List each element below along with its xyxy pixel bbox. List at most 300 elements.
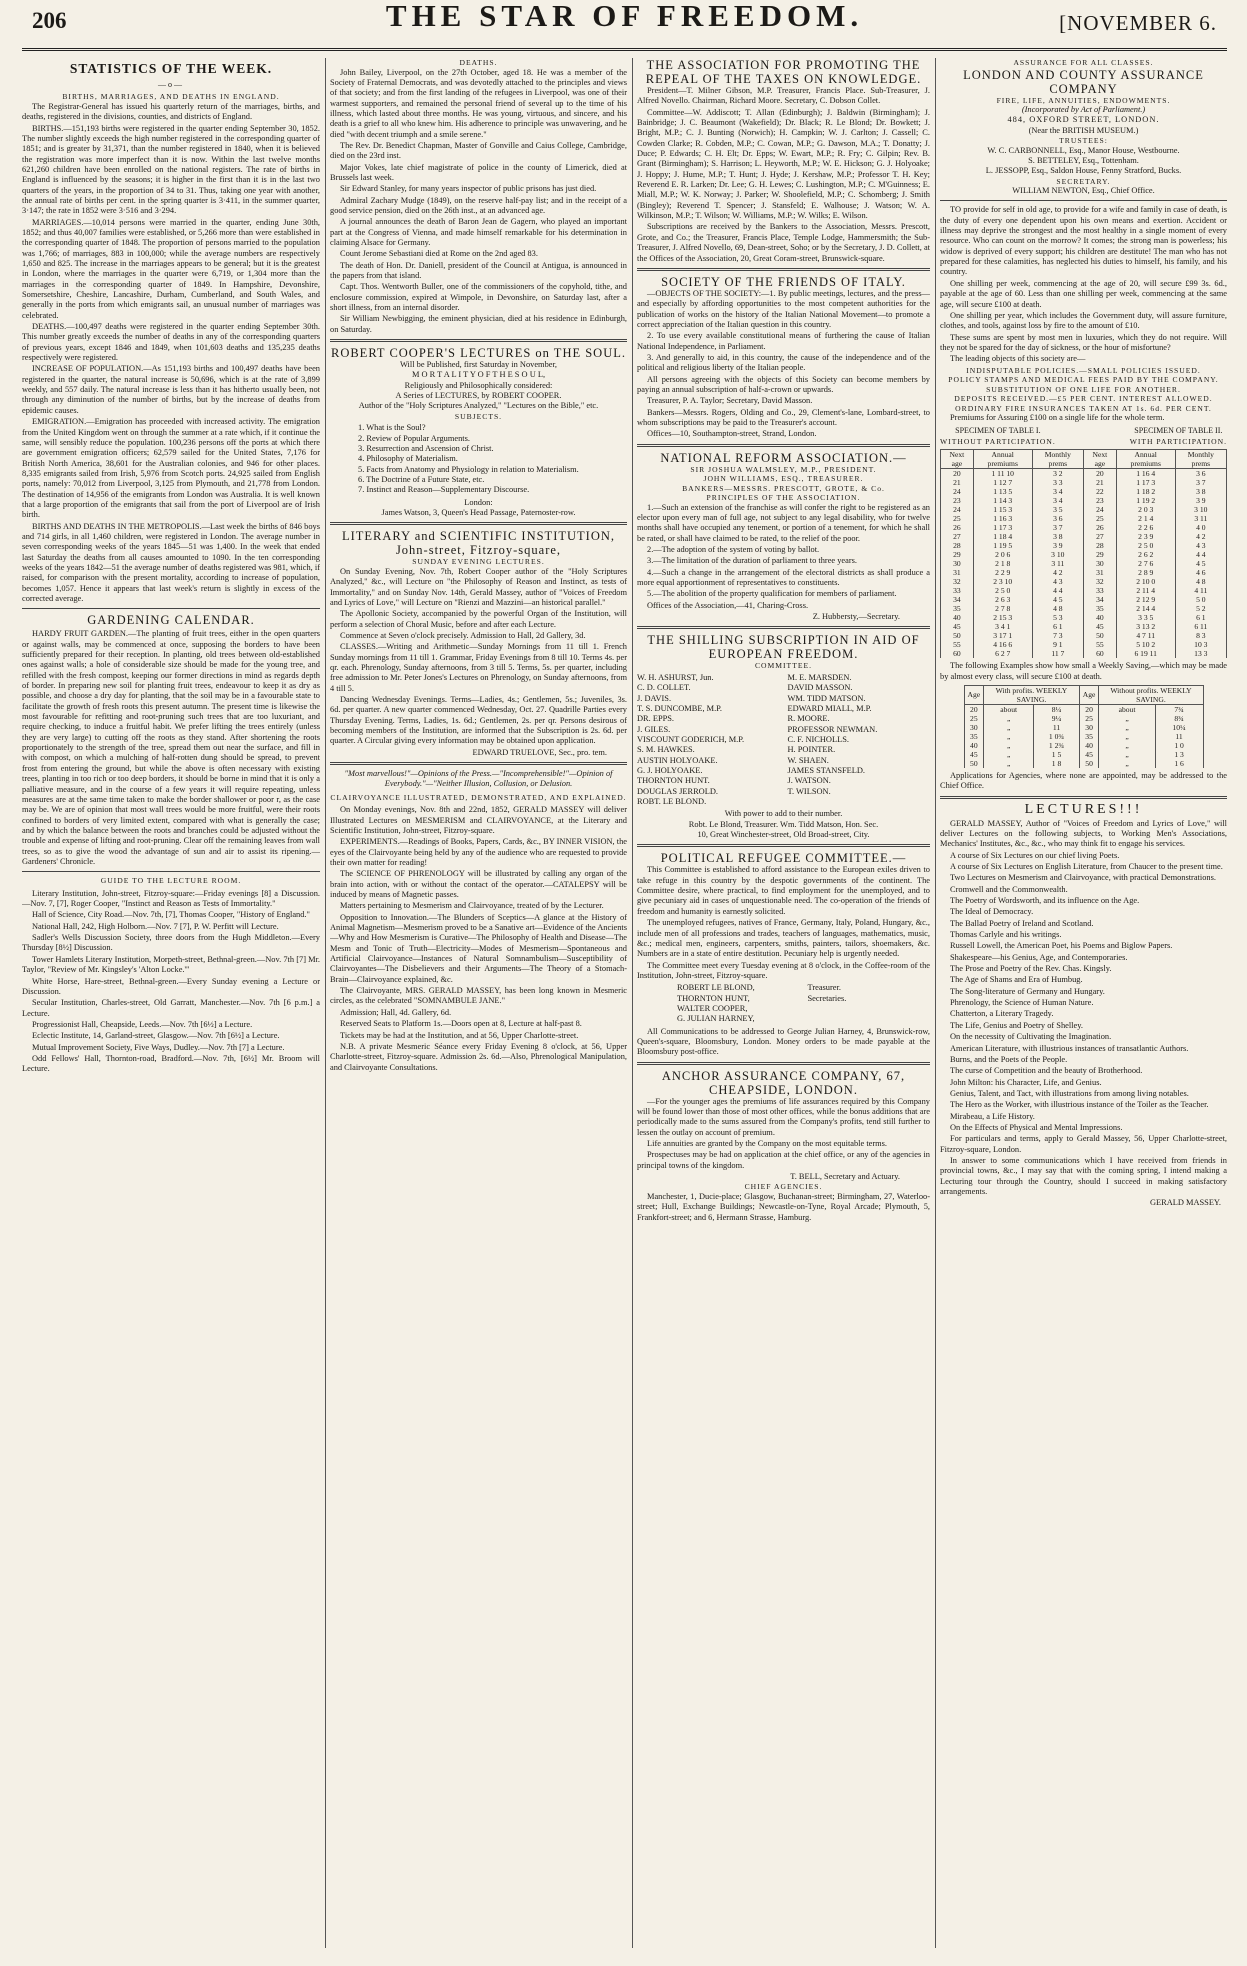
- paragraph: Treasurer, P. A. Taylor; Secretary, David Masson.: [647, 396, 813, 406]
- table-cell: 27: [941, 532, 974, 541]
- table-cell: 1 0¾: [1034, 732, 1079, 741]
- text-line: DAVID MASSON.: [787, 683, 853, 693]
- table-cell: 4 2: [1032, 568, 1083, 577]
- column-header: Age: [1079, 685, 1099, 704]
- paragraph: N.B. A private Mesmeric Séance every Friday Evening 8 o'clock, at 56, Upper Charlotte-street, Fitzroy-square. Admission 2s. 6d.—Also, Phrenological Manipulation, and Clairvoyante Consultations.: [330, 1041, 627, 1072]
- table-cell: 24: [941, 505, 974, 514]
- table-cell: 34: [941, 595, 974, 604]
- table-cell: 10 3: [1175, 640, 1226, 649]
- section-rule: [22, 608, 320, 609]
- table-row: [941, 559, 1227, 568]
- column-2: [330, 58, 627, 1948]
- masthead-rule: [22, 48, 1227, 51]
- table-cell: 25: [1083, 514, 1116, 523]
- paragraph: Life annuities are granted by the Company on the most equitable terms.: [647, 1139, 888, 1148]
- table-row: [941, 613, 1227, 622]
- table-cell: 29: [1083, 550, 1116, 559]
- paragraph: Russell Lowell, the American Poet, his Poems and Biglow Papers.: [950, 941, 1173, 951]
- table-cell: 8 3: [1175, 631, 1226, 640]
- table-header-row: [964, 685, 1203, 704]
- table-cell: 50: [1079, 759, 1099, 768]
- paragraph: Thomas Carlyle and his writings.: [950, 930, 1062, 940]
- text-line: WALTER COOPER,: [677, 1003, 748, 1013]
- statistics-heading: STATISTICS OF THE WEEK.: [69, 61, 273, 76]
- lecture-guide-heading: GUIDE TO THE LECTURE ROOM.: [100, 876, 242, 886]
- table-cell: 3 7: [1032, 523, 1083, 532]
- paragraph: INCREASE OF POPULATION.—As 151,193 births and 100,497 deaths have been registered in the quarter, the natural increase is 50,696, which is at the rate of 3,899 weekly, and 557 daily. The natural increase is less than it has hitherto usually been, not through any diminution of the number of births, but by the increase of deaths from epidemic causes.: [22, 364, 320, 415]
- table-cell: 1 6: [1155, 759, 1203, 768]
- table-cell: 40: [1079, 741, 1099, 750]
- text-line: T. WILSON.: [787, 786, 831, 796]
- table-cell: 20: [964, 704, 984, 714]
- paragraph: Bankers—Messrs. Rogers, Olding and Co., 29, Clement's-lane, Lombard-street, to whom subscriptions may be paid to the Treasurer's account.: [637, 407, 930, 427]
- paragraph: The death of Hon. Dr. Daniell, president of the Council at Antigua, is announced in the papers from that island.: [330, 260, 627, 281]
- table-cell: 26: [1083, 523, 1116, 532]
- table-cell: 2 0 6: [973, 550, 1032, 559]
- table-cell: 5 2: [1175, 604, 1226, 613]
- table-cell: 3 17 1: [973, 631, 1032, 640]
- text-line: 10, Great Winchester-street, Old Broad-street, City.: [697, 830, 870, 840]
- table-cell: 2 1 4: [1116, 514, 1175, 523]
- column-header: Without profits. WEEKLY SAVING.: [1099, 685, 1203, 704]
- table-row: [964, 723, 1203, 732]
- table-cell: 31: [941, 568, 974, 577]
- literary-institution-body: [330, 567, 627, 747]
- paragraph: TO provide for self in old age, to provide for a wife and family in case of death, is the duty of every one dependent upon his own means and exertion. Accident or illness may deprive the strongest and the most healthy in a single moment of every resource. Who can count on the morrow? It comes; the strong man is powerless; his widow is deprived of every support; his children are destitute! The man who has not prepared for these calamities, has neglected his duties to himself, his family, and his country.: [940, 205, 1227, 277]
- column-header: Next age: [941, 450, 974, 469]
- reform-association-heading: NATIONAL REFORM ASSOCIATION.—: [660, 450, 907, 465]
- table-cell: 35: [964, 732, 984, 741]
- table-cell: „: [1099, 723, 1155, 732]
- table-cell: 2 5 0: [1116, 541, 1175, 550]
- column-1: [22, 58, 320, 1948]
- text-line: T. S. DUNCOMBE, M.P.: [637, 703, 723, 713]
- table-row: [941, 649, 1227, 658]
- table-cell: 2 11 4: [1116, 586, 1175, 595]
- table-cell: 40: [941, 613, 974, 622]
- cooper-publisher: [330, 498, 627, 519]
- secretary-heading: SECRETARY.: [1056, 176, 1111, 186]
- table-cell: 4 8: [1175, 577, 1226, 586]
- table-row: [941, 514, 1227, 523]
- paragraph: Mirabeau, a Life History.: [950, 1111, 1035, 1121]
- paragraph: A course of Six Lectures on our chief living Poets.: [950, 850, 1120, 860]
- table-cell: 2 8 9: [1116, 568, 1175, 577]
- table-cell: 50: [1083, 631, 1116, 640]
- table-cell: 40: [1083, 613, 1116, 622]
- table-cell: 1 17 3: [973, 523, 1032, 532]
- table-cell: 28: [1083, 541, 1116, 550]
- table-cell: 1 12 7: [973, 478, 1032, 487]
- table-cell: 2 3 10: [973, 577, 1032, 586]
- table-cell: 10¼: [1155, 723, 1203, 732]
- table-row: [941, 568, 1227, 577]
- table-cell: 3 3: [1032, 478, 1083, 487]
- table-cell: 8¼: [1034, 704, 1079, 714]
- lectures-terms: For particulars and terms, apply to Gerald Massey, 56, Upper Charlotte-street, Fitzroy-square, London.: [940, 1134, 1227, 1154]
- text-line: C. D. COLLET.: [637, 683, 691, 693]
- paragraph: Hall of Science, City Road.—Nov. 7th, [7], Thomas Cooper, "History of England.": [32, 910, 310, 920]
- text-line: DOUGLAS JERROLD.: [637, 786, 718, 796]
- table-cell: 4 16 6: [973, 640, 1032, 649]
- table-cell: 2 6 3: [973, 595, 1032, 604]
- paragraph: Chatterton, a Literary Tragedy.: [950, 1009, 1054, 1019]
- paragraph: On the necessity of Cultivating the Imagination.: [950, 1032, 1112, 1042]
- shilling-footer: [637, 809, 930, 840]
- assurance-address: 484, OXFORD STREET, LONDON.: [1007, 115, 1160, 125]
- table-cell: 1 11 10: [973, 469, 1032, 479]
- text-line: BANKERS—MESSRS. PRESCOTT, GROTE, & Co.: [682, 483, 885, 493]
- table-cell: 45: [964, 750, 984, 759]
- column-4: [940, 58, 1227, 1948]
- paragraph: CLASSES.—Writing and Arithmetic—Sunday Mornings from 11 till 1. French Sunday mornings from 11 till 1. Grammar, Friday Evenings from 8 till 10. Terms 4s. per qr. each. Phrenology, Sunday afternoons, from 3 till 5. Terms, 5s. per quarter, including free admission to Mr. Peter Jones's Lectures on Phrenology, on Sunday afternoons, from 4 till 5.: [330, 642, 627, 693]
- lectures-intro: GERALD MASSEY, Author of "Voices of Freedom and Lyrics of Love," will deliver Lectures on the following subjects, to Working Men's Associations, Mechanics' Institutes, &c., &c., who may think fit to engage his services.: [940, 818, 1227, 849]
- table-cell: 6 1: [1032, 622, 1083, 631]
- text-line: Religiously and Philosophically considered:: [404, 380, 553, 390]
- table-cell: 6 11: [1175, 622, 1226, 631]
- gardening-article: [22, 629, 320, 867]
- table-cell: 20: [941, 469, 974, 479]
- paragraph: A course of Six Lectures on English Literature, from Chaucer to the present time.: [950, 862, 1223, 871]
- table-cell: 4 2: [1175, 532, 1226, 541]
- paragraph: MARRIAGES.—10,014 persons were married in the quarter, ending June 30th, 1852; and thus 40,007 families were established, or 5,266 more than were established in the corresponding quarter of 1848. The proportion of persons married to the population was 1,766; of marriages, 883 in 100,000; while the average numbers are respectively 1,650 and 825. The increase in the marriages appears to be general; but it is the greatest in London, where the marriages in the quarter were 6,719, or 1,304 more than the marriages in the corresponding quarter of 1849. In Hampshire, Devonshire, Somersetshire, Cheshire, Lancashire, Durham, Cumberland, and South Wales, and generally in the ports from which emigrants sail, an unusual number of marriages was celebrated.: [22, 217, 320, 320]
- shilling-committee-members: [637, 673, 930, 807]
- text-line: Robt. Le Blond, Treasurer. Wm. Tidd Matson, Hon. Sec.: [688, 819, 879, 829]
- table-cell: 6 19 11: [1116, 649, 1175, 658]
- assurance-premium-note: Premiums for Assuring £100 on a single life for the whole term.: [950, 413, 1165, 423]
- shilling-committee-heading: COMMITTEE.: [754, 661, 813, 671]
- cooper-subjects-heading: SUBJECTS.: [454, 411, 503, 421]
- table-cell: 3 2: [1032, 469, 1083, 479]
- table-cell: 30: [941, 559, 974, 568]
- table-cell: 34: [1083, 595, 1116, 604]
- table-cell: 27: [1083, 532, 1116, 541]
- table-cell: 22: [1083, 487, 1116, 496]
- ad-rule: [330, 339, 627, 342]
- column-header: With profits. WEEKLY SAVING.: [984, 685, 1080, 704]
- paragraph: Eclectic Institute, 14, Garland-street, Glasgow.—Nov. 7th [6½] a Lecture.: [32, 1031, 280, 1041]
- paragraph: Progressionist Hall, Cheapside, Leeds.—Nov. 7th [6½] a Lecture.: [32, 1019, 253, 1029]
- trustees-list: [940, 146, 1227, 177]
- table-cell: 2 15 3: [973, 613, 1032, 622]
- paragraph: These sums are spent by most men in luxuries, which they do not require. Will they not be spared for the day of sickness, or the hour of misfortune?: [940, 332, 1227, 352]
- table-cell: 20: [1083, 469, 1116, 479]
- clairvoyance-quote: "Most marvellous!"—Opinions of the Press.—"Incomprehensible!"—Opinion of Everybody."—"Neither Illusion, Collusion, or Delusion.: [344, 769, 613, 789]
- paragraph: One shilling per year, which includes the Government duty, will assure furniture, clothes, and tools, against loss by fire to the amount of £10.: [940, 310, 1227, 331]
- table-cell: 1 19 5: [973, 541, 1032, 550]
- table-header-row: [941, 450, 1227, 469]
- text-line: POLICY STAMPS AND MEDICAL FEES PAID BY THE COMPANY.: [948, 375, 1219, 385]
- text-line: London:: [464, 497, 493, 507]
- paragraph: A journal announces the death of Baron Jean de Gagern, who played an important part at the Congress of Vienna, and made himself remarkable for his determination in claiming Alsace for Germany.: [330, 217, 627, 247]
- table-cell: 1 14 3: [973, 496, 1032, 505]
- table-row: [941, 478, 1227, 487]
- paragraph: Subscriptions are received by the Bankers to the Association, Messrs. Prescott, Grote, and Co.; the Treasurer, Francis Place, Temple Lodge, Hammersmith; the Sub-Treasurer, J. Alfred Novello, 69, Dean-street, Soho; or by the Secretary, J. D. Collett, at the Offices of the Association, 20, Great Coram-street, Brunswick-square.: [637, 222, 930, 263]
- table-cell: 7 3: [1032, 631, 1083, 640]
- anchor-agencies-heading: CHIEF AGENCIES.: [744, 1182, 823, 1192]
- table-cell: 23: [1083, 496, 1116, 505]
- table-cell: 11: [1155, 732, 1203, 741]
- table-cell: 26: [941, 523, 974, 532]
- table-cell: 1 18 2: [1116, 487, 1175, 496]
- paragraph: 4.—Such a change in the arrangement of the electoral districts as shall produce a more equal apportionment of representatives to constituents.: [637, 567, 930, 588]
- text-line: Author of the "Holy Scriptures Analyzed," "Lectures on the Bible," etc.: [358, 401, 599, 411]
- literary-institution-signature: EDWARD TRUELOVE, Sec., pro. tem.: [472, 747, 607, 757]
- text-line: Secretaries.: [807, 993, 847, 1003]
- premium-table-captions: [940, 426, 1227, 446]
- refugee-committee-heading: POLITICAL REFUGEE COMMITTEE.—: [660, 851, 907, 866]
- list-item: 4. Philosophy of Materialism.: [358, 454, 458, 464]
- secretary-name: WILLIAM NEWTON, Esq., Chief Office.: [1012, 186, 1155, 196]
- paragraph: 5.—The abolition of the property qualification for members of parliament.: [647, 589, 897, 599]
- paragraph: Cromwell and the Commonwealth.: [950, 884, 1068, 894]
- committee-right-column: [788, 673, 931, 807]
- statistics-article: [22, 102, 320, 605]
- list-item: 7. Instinct and Reason—Supplementary Discourse.: [358, 485, 530, 495]
- table-cell: 2 3 9: [1116, 532, 1175, 541]
- clairvoyance-heading: CLAIRVOYANCE ILLUSTRATED, DEMONSTRATED, AND EXPLAINED.: [330, 792, 627, 802]
- refugee-officer-roles: [808, 983, 931, 1024]
- table-cell: 1 16 4: [1116, 469, 1175, 479]
- deaths-heading: DEATHS.: [459, 58, 498, 67]
- table-cell: 2 14 4: [1116, 604, 1175, 613]
- paragraph: Secular Institution, Charles-street, Old Garratt, Manchester.—Nov. 7th [6 p.m.] a Lecture.: [22, 998, 320, 1018]
- text-line: THORNTON HUNT,: [677, 993, 750, 1003]
- taxes-association-body: [637, 86, 930, 264]
- table-cell: 4 0: [1175, 523, 1226, 532]
- paragraph: Phrenology, the Science of Human Nature.: [950, 998, 1094, 1008]
- table-row: [941, 604, 1227, 613]
- text-line: INDISPUTABLE POLICIES.—SMALL POLICIES ISSUED.: [966, 365, 1201, 375]
- paragraph: EMIGRATION.—Emigration has proceeded with increased activity. The emigration from the United Kingdom went on through the summer at a rate which, if it continue the same, will sensibly reduce the population. 100,236 persons off the ports at which there are government emigration officers; 62,579 sailed for the United States, 7,176 for British North America, 38,601 for the Australian colonies, and 946 for other places. 8,335 emigrants sailed from Irish, 5,976 from Scotch ports. 24,925 sailed from English ports, namely: 70,012 from Liverpool, 3,125 from Plymouth, and 21,778 from London. The destination of 14,956 of the emigrants from London was Australia. It is well known that a large proportion of the emigrants that sail from the port of Liverpool are of Irish birth.: [22, 417, 320, 520]
- table-row: [941, 550, 1227, 559]
- table-cell: 24: [1083, 505, 1116, 514]
- ad-rule: [330, 522, 627, 525]
- table-cell: „: [1099, 732, 1155, 741]
- table-cell: 2 12 9: [1116, 595, 1175, 604]
- ad-rule: [637, 844, 930, 847]
- paragraph: Admission; Hall, 4d. Gallery, 6d.: [340, 1007, 452, 1017]
- table-cell: 3 8: [1175, 487, 1226, 496]
- column-divider: [325, 58, 326, 1948]
- table-cell: „: [984, 750, 1034, 759]
- sunday-lectures-subheading: SUNDAY EVENING LECTURES.: [412, 557, 545, 567]
- paragraph: Admiral Zachary Mudge (1849), on the reserve half-pay list; and in the receipt of a good service pension, died on the 26th inst., at an advanced age.: [330, 195, 627, 215]
- paragraph: BIRTHS AND DEATHS IN THE METROPOLIS.—Last week the births of 846 boys and 714 girls, in all 1,460 children, were registered in London. The average number in seven corresponding weeks of the years 1845—51 was 1,400. In the week that ended last Saturday the deaths from all causes amounted to 1090. In the ten corresponding weeks of the years 1842—51 the average number of deaths registered was 981, which, if raised, for comparison with the present mortality, according to increase of population, becomes 1,057. Hence it appears that last week's return is slightly in excess of the corrected average.: [22, 521, 320, 603]
- text-line: SIR JOSHUA WALMSLEY, M.P., PRESIDENT.: [690, 464, 877, 474]
- column-header: Next age: [1083, 450, 1116, 469]
- paragraph: 1.—Such an extension of the franchise as will confer the right to be registered as an elector upon every man of full age, not subject to any legal disability, who for twelve months shall have occupied any tenement, or portion of a tenement, for which he shall be rated, or shall have claimed to be rated, to the relief of the poor.: [637, 502, 930, 543]
- text-line: J. WATSON.: [787, 776, 831, 786]
- paragraph: On Sunday Evening, Nov. 7th, Robert Cooper author of the "Holy Scriptures Analyzed," &c., will Lecture on "the Philosophy of Reason and Instinct, as tests of Immortality," and on Sunday Nov. 14th, Gerald Massey, author of "Voices of Freedom and Lyrics of Love," will Lecture on "Rienzi and Mazzini—an historical parallel.": [330, 566, 627, 607]
- table-cell: 1 3: [1155, 750, 1203, 759]
- paragraph: All persons agreeing with the objects of this Society can become members by paying an annual subscription of half-a-crown or upwards.: [637, 374, 930, 394]
- table-cell: „: [984, 741, 1034, 750]
- newspaper-title: THE STAR OF FREEDOM.: [385, 0, 864, 33]
- table-cell: 2 7 8: [973, 604, 1032, 613]
- table-cell: 13 3: [1175, 649, 1226, 658]
- table-cell: 35: [1083, 604, 1116, 613]
- paragraph: One shilling per week, commencing at the age of 20, will secure £99 3s. 6d., payable at the age of 60. Less than one shilling per week, commencing at the same age, will secure £100 at death.: [940, 278, 1227, 309]
- paragraph: The curse of Competition and the beauty of Brotherhood.: [950, 1066, 1143, 1076]
- text-line: H. POINTER.: [787, 745, 836, 755]
- weekly-saving-note: The following Examples show how small a Weekly Saving,—which may be made by almost every class, will secure £100 at death.: [940, 661, 1227, 681]
- text-line: VISCOUNT GODERICH, M.P.: [637, 735, 745, 744]
- table-row: [941, 487, 1227, 496]
- paragraph: Literary Institution, John-street, Fitzroy-square:—Friday evenings [8] a Discussion.—Nov. 7, [7], Roger Cooper, "Instinct and Reason as Tests of Immortality.": [22, 888, 320, 909]
- paragraph: The Registrar-General has issued his quarterly return of the marriages, births, and deaths, registered in the divisions, counties, and districts of England.: [22, 101, 320, 122]
- table-cell: 11 7: [1032, 649, 1083, 658]
- table-cell: 2 10 0: [1116, 577, 1175, 586]
- table-cell: 30: [964, 723, 984, 732]
- paragraph: Commence at Seven o'clock precisely. Admission to Hall, 2d Gallery, 3d.: [340, 630, 586, 640]
- column-header: Age: [964, 685, 984, 704]
- text-line: JOHN WILLIAMS, ESQ., TREASURER.: [703, 474, 864, 484]
- paragraph: BIRTHS.—151,193 births were registered in the quarter ending September 30, 1852. The number slightly exceeds the high number registered in the corresponding quarter of 1851; and is greater by 31,371, than the number registered in 1840, when it is believed the registration was more imperfect than it is now. Within the last twelve months 621,260 children have been enrolled on the national registers. The rate of births in England is influenced by the seasons; it is higher in the first than it is in the last two quarters of the years, in the proportion of 34 to 31. Thus, taking one year with another, the annual rate of births per cent. in the spring quarter is 3·411, in the summer quarter, 3·147; the rate in 1852 were 3·516 and 3·294.: [22, 123, 320, 216]
- paragraph: Mutual Improvement Society, Five Ways, Dudley.—Nov. 7th [7] a Lecture.: [32, 1042, 285, 1052]
- ad-rule: [637, 444, 930, 447]
- table-cell: 30: [1083, 559, 1116, 568]
- text-line: ROBERT LE BLOND,: [677, 983, 755, 993]
- table-cell: 4 8: [1032, 604, 1083, 613]
- table-cell: 28: [941, 541, 974, 550]
- table-cell: 3 4: [1032, 496, 1083, 505]
- table-cell: 20: [1079, 704, 1099, 714]
- table-cell: 25: [1079, 714, 1099, 723]
- clairvoyance-body: [330, 805, 627, 1073]
- paragraph: Reserved Seats to Platform 1s.—Doors open at 8, Lecture at half-past 8.: [340, 1019, 582, 1029]
- paragraph: 3. And generally to aid, in this country, the cause of the independence and of the political and religious liberty of the Italian people.: [637, 352, 930, 373]
- table-cell: 9¼: [1034, 714, 1079, 723]
- paragraph: The Life, Genius and Poetry of Shelley.: [950, 1020, 1083, 1030]
- table-cell: „: [984, 759, 1034, 768]
- table-cell: 11: [1034, 723, 1079, 732]
- table-cell: 3 7: [1175, 478, 1226, 487]
- paragraph: Committee—W. Addiscott; T. Allan (Edinburgh); J. Baldwin (Birmingham); J. Bainbridge; J. C. Beaumont (Wakefield); Dr. Black; R. Le Blond; Dr. Bowkett; J. Bright, M.P.; C. J. Bunting (Norwich); H. Campkin; W. J. Carlton; J. Cassell; C. Cowden Clarke; R. Cobden, M.P.; C. Cowan, M.P.; G. Dawson, M.A.; T. Donatty; J. Duce; P. Edwards; C. H. Elt; Dr. Epps; W. Ewart, M.P.; R. Fry; C. Gilpin; Rev. B. Grant (Birmingham); S. Harrison; L. Heyworth, M.P.; W. E. Hickson; G. J. Holyoake; J. Hoppy; J. Hume, M.P.; T. Hunt; J. Hyde; J. Kershaw, M.P.; Professor T. H. Key; Reverend E. R. Larken; Dr. Lee; G. H. Lewes; C. Lushington, M.P.; C. M'Guinness; E. Miall, M.P.; W. K. Norway; J. Parker; W. Shoolefield, M.P.; C. Schomberg; J. Smith (Bingley); Reverend T. Spencer; J. Stansfeld; E. Walhouse; J. Watson; W. A. Wilkinson, M.P.; T. Wilson; W. Williams, M.P.; W. Wilks; E. Wilson.: [637, 107, 930, 221]
- assurance-objects-lead: The leading objects of this society are—: [950, 354, 1086, 364]
- table-cell: 60: [1083, 649, 1116, 658]
- table-2-subcaption: WITH PARTICIPATION.: [1129, 436, 1227, 446]
- table-cell: „: [984, 732, 1034, 741]
- table-cell: 3 10: [1175, 505, 1226, 514]
- issue-date: [NOVEMBER 6.: [1059, 11, 1217, 35]
- table-cell: 6 2 7: [973, 649, 1032, 658]
- ad-rule: [637, 626, 930, 629]
- ad-rule: [637, 268, 930, 271]
- table-cell: 1 16 3: [973, 514, 1032, 523]
- paragraph: The Song-literature of Germany and Hungary.: [950, 986, 1105, 996]
- table-cell: 5 10 2: [1116, 640, 1175, 649]
- paragraph: President—T. Milner Gibson, M.P. Treasurer, Francis Place. Sub-Treasurer, J. Alfred Novello. Chairman, Richard Moore. Secretary, C. Dobson Collet.: [637, 86, 930, 106]
- table-cell: 8¾: [1155, 714, 1203, 723]
- text-line: With power to add to their number.: [724, 809, 843, 819]
- column-header: Annual premiums: [973, 450, 1032, 469]
- table-cell: 1 15 3: [973, 505, 1032, 514]
- column-header: Monthly prems: [1175, 450, 1226, 469]
- paragraph: The Prose and Poetry of the Rev. Chas. Kingsly.: [950, 964, 1112, 974]
- table-cell: 35: [1079, 732, 1099, 741]
- table-row: [964, 759, 1203, 768]
- table-cell: „: [1099, 759, 1155, 768]
- premium-table: [940, 449, 1227, 658]
- text-line: J. DAVIS.: [637, 693, 672, 703]
- table-cell: 4 5: [1175, 559, 1226, 568]
- table-cell: 4 7 11: [1116, 631, 1175, 640]
- text-line: J. GILES.: [637, 724, 671, 734]
- table-cell: 21: [1083, 478, 1116, 487]
- table-cell: 45: [941, 622, 974, 631]
- column-header: Annual premiums: [1116, 450, 1175, 469]
- assurance-objects-list: [940, 366, 1227, 414]
- table-cell: 2 6 2: [1116, 550, 1175, 559]
- list-item: 2. Review of Popular Arguments.: [358, 433, 470, 443]
- paragraph: EXPERIMENTS.—Readings of Books, Papers, Cards, &c., BY INNER VISION, the eyes of the Clairvoyante being held by any of the audience who are requested to provide their own matter for reading!: [330, 837, 627, 867]
- paragraph: The Apollonic Society, accompanied by the powerful Organ of the Institution, will perform a selection of Choral Music, before and after each Lecture.: [330, 609, 627, 629]
- assurance-company-heading: LONDON AND COUNTY ASSURANCE COMPANY: [963, 67, 1204, 96]
- table-cell: 4 4: [1032, 586, 1083, 595]
- lectures-closing-note: In answer to some communications which I have received from friends in provincial towns, &c., I may say that with the coming spring, I intend making a Lecturing tour through the Country, should I succeed in making satisfactory arrangements.: [940, 1155, 1227, 1196]
- section-rule: [22, 871, 320, 872]
- table-row: [941, 523, 1227, 532]
- paragraph: Tickets may be had at the Institution, and at 56, Upper Charlotte-street.: [340, 1030, 579, 1040]
- assurance-appeal-body: [940, 205, 1227, 353]
- page-number: 206: [32, 8, 67, 33]
- table-row: [941, 631, 1227, 640]
- lectures-signature: GERALD MASSEY.: [1149, 1198, 1221, 1208]
- trustees-heading: TRUSTEES:: [1059, 136, 1108, 146]
- table-cell: „: [1099, 741, 1155, 750]
- table-row: [941, 640, 1227, 649]
- table-row: [964, 741, 1203, 750]
- table-cell: 3 4: [1032, 487, 1083, 496]
- refugee-committee-body: [637, 865, 930, 981]
- table-cell: 3 4 1: [973, 622, 1032, 631]
- text-line: James Watson, 3, Queen's Head Passage, Paternoster-row.: [381, 508, 576, 518]
- reform-association-officers: [637, 465, 930, 503]
- paragraph: Opposition to Innovation.—The Blunders of Sceptics—A glance at the History of Animal Magnetism—Mesmerism proved to be a Sanative art—Evidence of the Ancients—Why and How Mesmerism is Curative—The Philosophy of Health and Disease—The Mesm and Tonic of Truth—Electricity—Modes of Mesmerism—Spontaneous and Artificial Clairvoyance—Instances of Natural Somnambulism—Susceptibility of Clairvoyantes—The Disbelievers and their Arguments—The Theory of a Stomach-Brain—Clairvoyance explained, &c.: [330, 912, 627, 984]
- table-cell: about: [984, 704, 1034, 714]
- table-cell: 30: [1079, 723, 1099, 732]
- table-row: [964, 750, 1203, 759]
- shilling-subscription-heading: THE SHILLING SUBSCRIPTION IN AID OF EUROPEAN FREEDOM.: [647, 633, 920, 662]
- column-divider: [935, 58, 936, 1948]
- table-row: [941, 595, 1227, 604]
- table-cell: 33: [1083, 586, 1116, 595]
- masthead: [22, 0, 1227, 52]
- table-cell: 2 5 0: [973, 586, 1032, 595]
- table-row: [964, 704, 1203, 714]
- paragraph: Count Jerome Sebastiani died at Rome on the 2nd aged 83.: [340, 249, 538, 259]
- paragraph: White Horse, Hare-street, Bethnal-green.—Every Sunday evening a Lecture or Discussion.: [22, 976, 320, 996]
- table-cell: 40: [964, 741, 984, 750]
- paragraph: HARDY FRUIT GARDEN.—The planting of fruit trees, either in the open quarters or against walls, may be commenced at once, supposing the borders to have been sufficiently prepared for their reception. In planting, old trees between old-established ones against walls; a hole of considerable size should be made for the young tree, and refilled with the fresh compost, keeping our former directions in mind as regards depth of border. In preparing new soil for planting fruit trees, endeavour to keep it as dry as possible, and choose a dry day for planting, that the soil may be in a favourable state to facilitate the growth of fresh roots this present autumn. The present time is likewise the most favourable for refitting and root-pruning such trees that are too luxuriant, and require checking, to induce a fruitful habit. We prefer lifting the trees entirely (unless they are very large) to cutting off the roots as they stand. After shortening the roots proportionately to the strength of the tree, spread them out near the surface, and fill in with compost, on which a mulching of half-rotten dung should be spread, to prevent frost from entering the ground, but while the above is often necessary with existing trees, planting in too rich or too deep borders, it should be borne in mind that it is only a palliative measure, and in the course of a few years it will require repeating, unless measures are at the same time taken to make the border shallower or poor r, as the case may be. We are of opinion that most wall trees would be more fruitful, were their roots confined to borders of very limited extent, compared with what is generally the case; and by which the balance between the roots and branches could be adjusted without the trouble and expense of lifting and root-pruning. Clear off the remaining leaves from wall trees, so as to give the wood the advantage of sun and air to assist its ripening.—Gardeners' Chronicle.: [22, 629, 320, 866]
- newspaper-page: [22, 0, 1227, 1956]
- ad-rule: [940, 796, 1227, 799]
- paragraph: The Poetry of Wordsworth, and its influence on the Age.: [950, 896, 1140, 906]
- table-cell: 5 0: [1175, 595, 1226, 604]
- text-line: A Series of LECTURES, by ROBERT COOPER.: [395, 391, 562, 401]
- table-cell: 55: [941, 640, 974, 649]
- agencies-note: Applications for Agencies, where none are appointed, may be addressed to the Chief Office.: [940, 770, 1227, 791]
- paragraph: Sir William Newbigging, the eminent physician, died at his residence in Edinburgh, on Saturday.: [330, 314, 627, 334]
- paragraph: This Committee is established to afford assistance to the European exiles driven to take refuge in this country by the despotic governments of the continent. The Committee desire, where practical, to find employment for the unemployed, and to give pecuniary aid in cases of unquestionable need. The co-operation of the friends of freedom and humanity is earnestly solicited.: [637, 865, 930, 916]
- table-cell: 1 18 4: [973, 532, 1032, 541]
- table-1-subcaption: WITHOUT PARTICIPATION.: [940, 436, 1056, 446]
- gardening-heading: GARDENING CALENDAR.: [87, 613, 255, 628]
- assurance-landmark: (Near the BRITISH MUSEUM.): [1028, 125, 1139, 135]
- text-line: ORDINARY FIRE INSURANCES TAKEN AT 1s. 6d. PER CENT.: [955, 403, 1212, 413]
- column-3: [637, 58, 930, 1948]
